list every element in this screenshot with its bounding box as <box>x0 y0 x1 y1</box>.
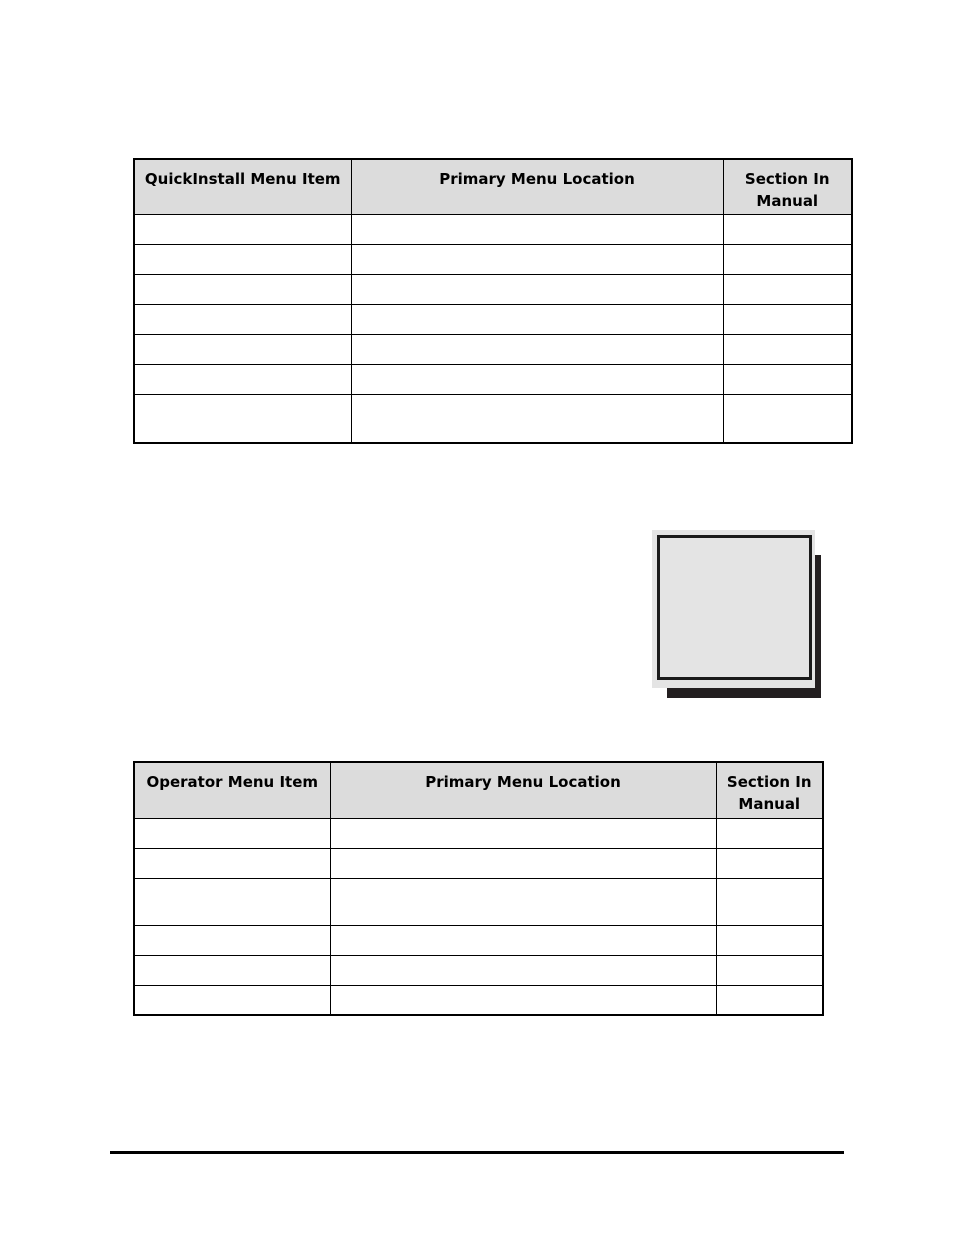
table-cell <box>723 334 852 364</box>
table-row <box>134 364 852 394</box>
table-cell <box>716 878 823 925</box>
table-row <box>134 818 823 848</box>
operator-menu-table <box>133 761 824 1016</box>
table-cell <box>134 244 351 274</box>
table-row <box>134 394 852 443</box>
section-in-manual-header: Section In Manual <box>723 159 852 214</box>
table-row <box>134 925 823 955</box>
table-row <box>134 214 852 244</box>
table-cell <box>716 955 823 985</box>
table-header-row <box>134 762 823 818</box>
table-cell <box>351 304 723 334</box>
table-cell <box>351 364 723 394</box>
table-cell <box>134 394 351 443</box>
table-row <box>134 985 823 1015</box>
table-cell <box>716 985 823 1015</box>
footer-divider <box>110 1151 844 1154</box>
table-cell <box>330 955 716 985</box>
table-cell <box>351 334 723 364</box>
table-row <box>134 274 852 304</box>
table-row <box>134 878 823 925</box>
table-cell <box>134 925 330 955</box>
quickinstall-menu-item-header: QuickInstall Menu Item <box>134 159 351 214</box>
table-row <box>134 955 823 985</box>
table-row <box>134 334 852 364</box>
table-cell <box>134 985 330 1015</box>
table-cell <box>351 274 723 304</box>
table-cell <box>330 878 716 925</box>
table-cell <box>330 985 716 1015</box>
table-cell <box>351 214 723 244</box>
table-header-row <box>134 159 852 214</box>
table-cell <box>723 274 852 304</box>
table-cell <box>330 925 716 955</box>
primary-menu-location-header: Primary Menu Location <box>330 762 716 818</box>
table-cell <box>134 955 330 985</box>
table-cell <box>723 394 852 443</box>
table-cell <box>723 214 852 244</box>
table-cell <box>134 878 330 925</box>
table-row <box>134 304 852 334</box>
table-cell <box>723 244 852 274</box>
table-cell <box>351 394 723 443</box>
table-cell <box>134 848 330 878</box>
operator-menu-item-header: Operator Menu Item <box>134 762 330 818</box>
table-cell <box>716 925 823 955</box>
table-cell <box>134 214 351 244</box>
table-cell <box>134 818 330 848</box>
quickinstall-menu-table <box>133 158 853 444</box>
table-cell <box>134 304 351 334</box>
table-cell <box>723 304 852 334</box>
table-row <box>134 848 823 878</box>
table-cell <box>716 818 823 848</box>
table-cell <box>134 274 351 304</box>
table-cell <box>723 364 852 394</box>
table-cell <box>716 848 823 878</box>
table-cell <box>330 818 716 848</box>
table-cell <box>134 334 351 364</box>
callout-box-inner-frame <box>657 535 812 680</box>
table-row <box>134 244 852 274</box>
table-cell <box>330 848 716 878</box>
primary-menu-location-header: Primary Menu Location <box>351 159 723 214</box>
section-in-manual-header: Section In Manual <box>716 762 823 818</box>
table-cell <box>351 244 723 274</box>
table-cell <box>134 364 351 394</box>
